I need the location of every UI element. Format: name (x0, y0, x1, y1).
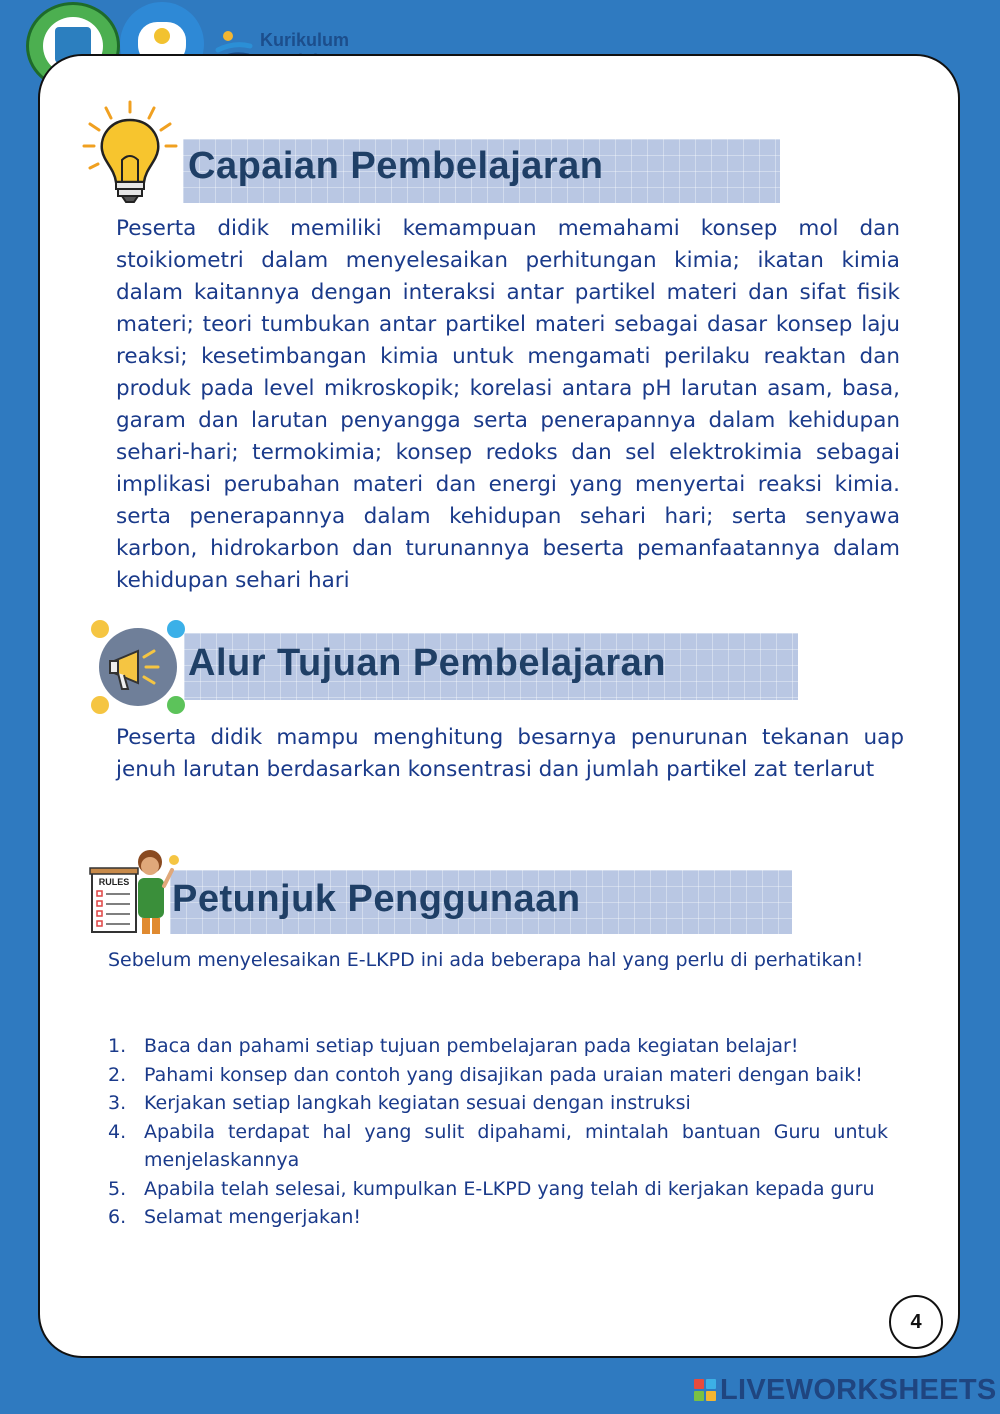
megaphone-icon (88, 617, 190, 717)
list-item: 6. Selamat mengerjakan! (108, 1206, 362, 1228)
list-item: 2. Pahami konsep dan contoh yang disajikan pada uraian materi dengan baik! (108, 1063, 863, 1086)
petunjuk-heading: Petunjuk Penggunaan (172, 878, 581, 920)
instructions-list (108, 1032, 888, 1232)
lightbulb-icon (78, 98, 182, 208)
alur-body: Peserta didik mampu menghitung besarnya penurunan tekanan uap jenuh larutan berdasarkan konsentrasi dan jumlah partikel zat terlarut (116, 725, 904, 782)
brand-text: LIVEWORKSHEETS (720, 1373, 997, 1406)
alur-heading: Alur Tujuan Pembelajaran (188, 642, 666, 684)
petunjuk-intro: Sebelum menyelesaikan E-LKPD ini ada beberapa hal yang perlu di perhatikan! (108, 949, 864, 971)
rules-board-icon (88, 846, 180, 936)
brand-tiles-icon (694, 1379, 716, 1401)
rules-board-label: RULES (98, 877, 130, 887)
list-item: 4. Apabila terdapat hal yang sulit dipahami, mintalah bantuan Guru untuk menjelaskannya (108, 1120, 888, 1171)
list-item: 1. Baca dan pahami setiap tujuan pembelajaran pada kegiatan belajar! (108, 1035, 799, 1057)
capaian-body: Peserta didik memiliki kemampuan memahami konsep mol dan stoikiometri dalam menyelesaikan perhitungan kimia; ikatan kimia dalam kaitannya dengan interaksi antar partikel materi dan sifat fisik materi; teori tumbukan antar partikel materi sebagai dasar konsep laju reaksi; kesetimbangan kimia untuk mengamati perilaku reaktan dan produk pada level mikroskopik; korelasi antara pH larutan asam, basa, garam dan larutan penyangga serta penerapannya dalam kehidupan sehari-hari; termokimia; konsep redoks dan sel elektrokimia sebagai implikasi perubahan materi dan energi yang menyertai reaksi kimia. serta penerapannya dalam kehidupan sehari hari; serta senyawa karbon, hidrokarbon dan turunannya beserta pemanfaatannya dalam kehidupan sehari hari (116, 216, 900, 593)
capaian-heading: Capaian Pembelajaran (188, 145, 604, 187)
page-number: 4 (889, 1295, 943, 1349)
liveworksheets-brand (694, 1374, 997, 1406)
list-item: 5. Apabila telah selesai, kumpulkan E-LKPD yang telah di kerjakan kepada guru (108, 1177, 875, 1200)
curriculum-brand-line1: Kurikulum (260, 30, 350, 50)
list-item: 3. Kerjakan setiap langkah kegiatan sesuai dengan instruksi (108, 1092, 691, 1114)
